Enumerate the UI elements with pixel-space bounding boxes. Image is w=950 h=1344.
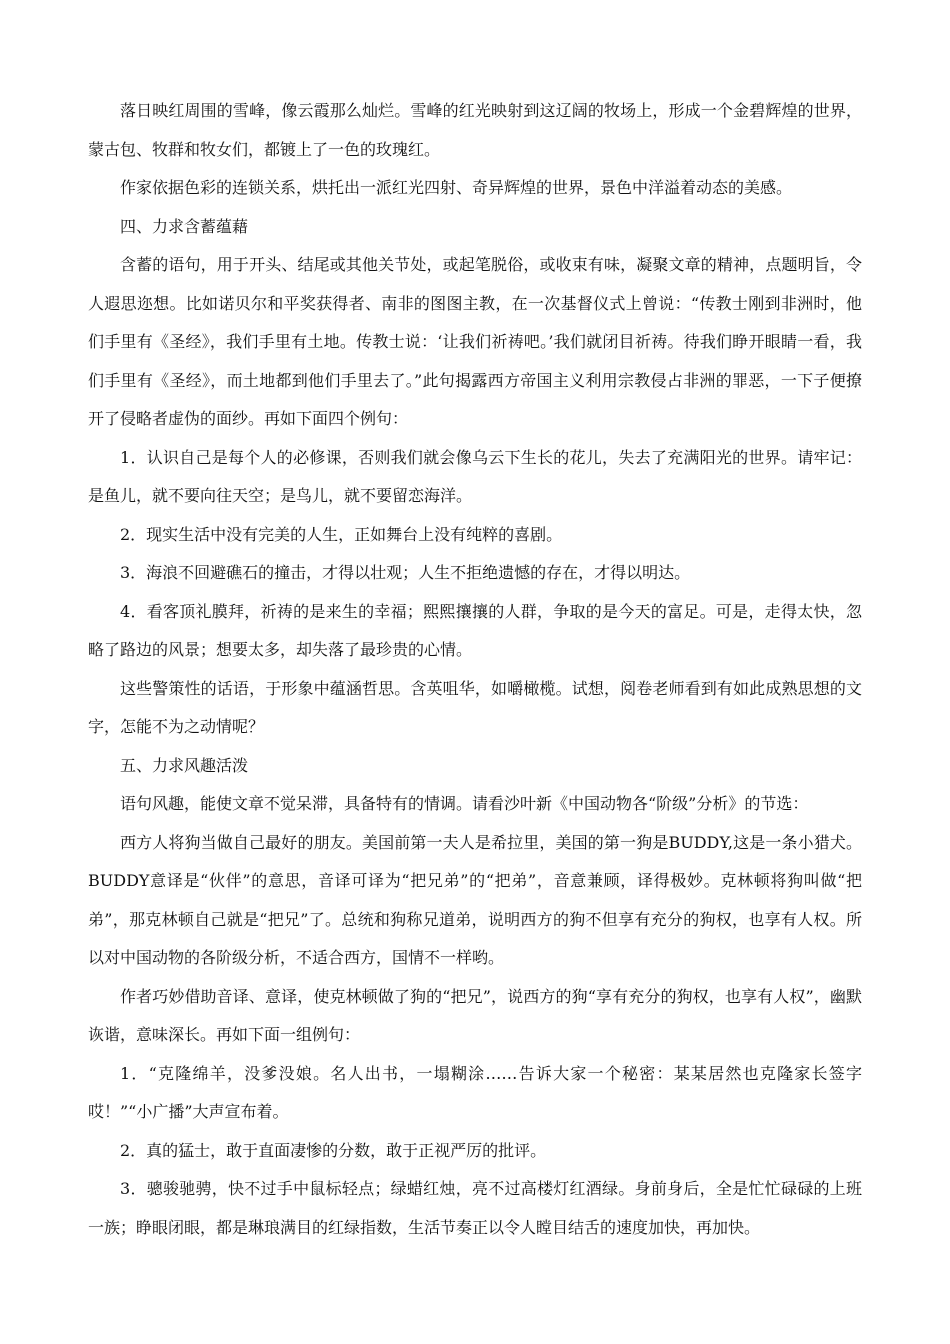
paragraph: 落日映红周围的雪峰，像云霞那么灿烂。雪峰的红光映射到这辽阔的牧场上，形成一个金碧辉煌的世界，蒙古包、牧群和牧女们，都镀上了一色的玫瑰红。 — [88, 101, 862, 159]
example-item: 3．海浪不回避礁石的撞击，才得以壮观；人生不拒绝遗憾的存在，才得以明达。 — [120, 563, 691, 582]
paragraph: 这些警策性的话语，于形象中蕴涵哲思。含英咀华，如嚼橄榄。试想，阅卷老师看到有如此成熟思想的文字，怎能不为之动情呢？ — [88, 678, 862, 736]
example-item: 4．看客顶礼膜拜，祈祷的是来生的幸福；熙熙攘攘的人群，争取的是今天的富足。可是，走得太快，忽略了路边的风景；想要太多，却失落了最珍贵的心情。 — [88, 601, 862, 659]
paragraph: 作者巧妙借助音译、意译，使克林顿做了狗的“把兄”，说西方的狗“享有充分的狗权，也享有人权”，幽默诙谐，意味深长。再如下面一组例句： — [88, 986, 862, 1044]
paragraph: 含蓄的语句，用于开头、结尾或其他关节处，或起笔脱俗，或收束有味，凝聚文章的精神，点题明旨，令人遐思迩想。比如诺贝尔和平奖获得者、南非的图图主教，在一次基督仪式上曾说：“传教士刚到非洲时，他们手里有《圣经》，我们手里有土地。传教士说：‘让我们祈祷吧。’我们就闭目祈祷。待我们睁开眼睛一看，我们手里有《圣经》，而土地都到他们手里去了。”此句揭露西方帝国主义利用宗教侵占非洲的罪恶，一下子便撩开了侵略者虚伪的面纱。再如下面四个例句： — [88, 255, 862, 428]
example-item: 1．认识自己是每个人的必修课，否则我们就会像乌云下生长的花儿，失去了充满阳光的世界。请牢记：是鱼儿，就不要向往天空；是鸟儿，就不要留恋海洋。 — [88, 447, 862, 505]
example-item: 1．“克隆绵羊，没爹没娘。名人出书，一塌糊涂……告诉大家一个秘密：某某居然也克隆家长签字哎！”“小广播”大声宣布着。 — [88, 1063, 862, 1121]
paragraph: 西方人将狗当做自己最好的朋友。美国前第一夫人是希拉里，美国的第一狗是BUDDY,这是一条小猎犬。BUDDY意译是“伙伴”的意思，音译可译为“把兄弟”的“把弟”，音意兼顾，译得极妙。克林顿将狗叫做“把弟”，那克林顿自己就是“把兄”了。总统和狗称兄道弟，说明西方的狗不但享有充分的狗权，也享有人权。所以对中国动物的各阶级分析，不适合西方，国情不一样哟。 — [88, 832, 862, 967]
paragraph: 作家依据色彩的连锁关系，烘托出一派红光四射、奇异辉煌的世界，景色中洋溢着动态的美感。 — [120, 178, 793, 197]
paragraph: 语句风趣，能使文章不觉呆滞，具备特有的情调。请看沙叶新《中国动物各“阶级”分析》的节选： — [120, 794, 809, 813]
example-item: 2．真的猛士，敢于直面凄惨的分数，敢于正视严厉的批评。 — [120, 1140, 547, 1160]
example-item: 3．骢骏驰骋，快不过手中鼠标轻点；绿蜡红烛，亮不过高楼灯红酒绿。身前身后，全是忙忙碌碌的上班一族；睁眼闭眼，都是琳琅满目的红绿指数，生活节奏正以令人瞠目结舌的速度加快，再加快。 — [88, 1179, 862, 1237]
example-item: 2．现实生活中没有完美的人生，正如舞台上没有纯粹的喜剧。 — [120, 524, 563, 544]
section-heading: 五、力求风趣活泼 — [120, 755, 249, 775]
section-heading: 四、力求含蓄蕴藉 — [120, 216, 249, 236]
